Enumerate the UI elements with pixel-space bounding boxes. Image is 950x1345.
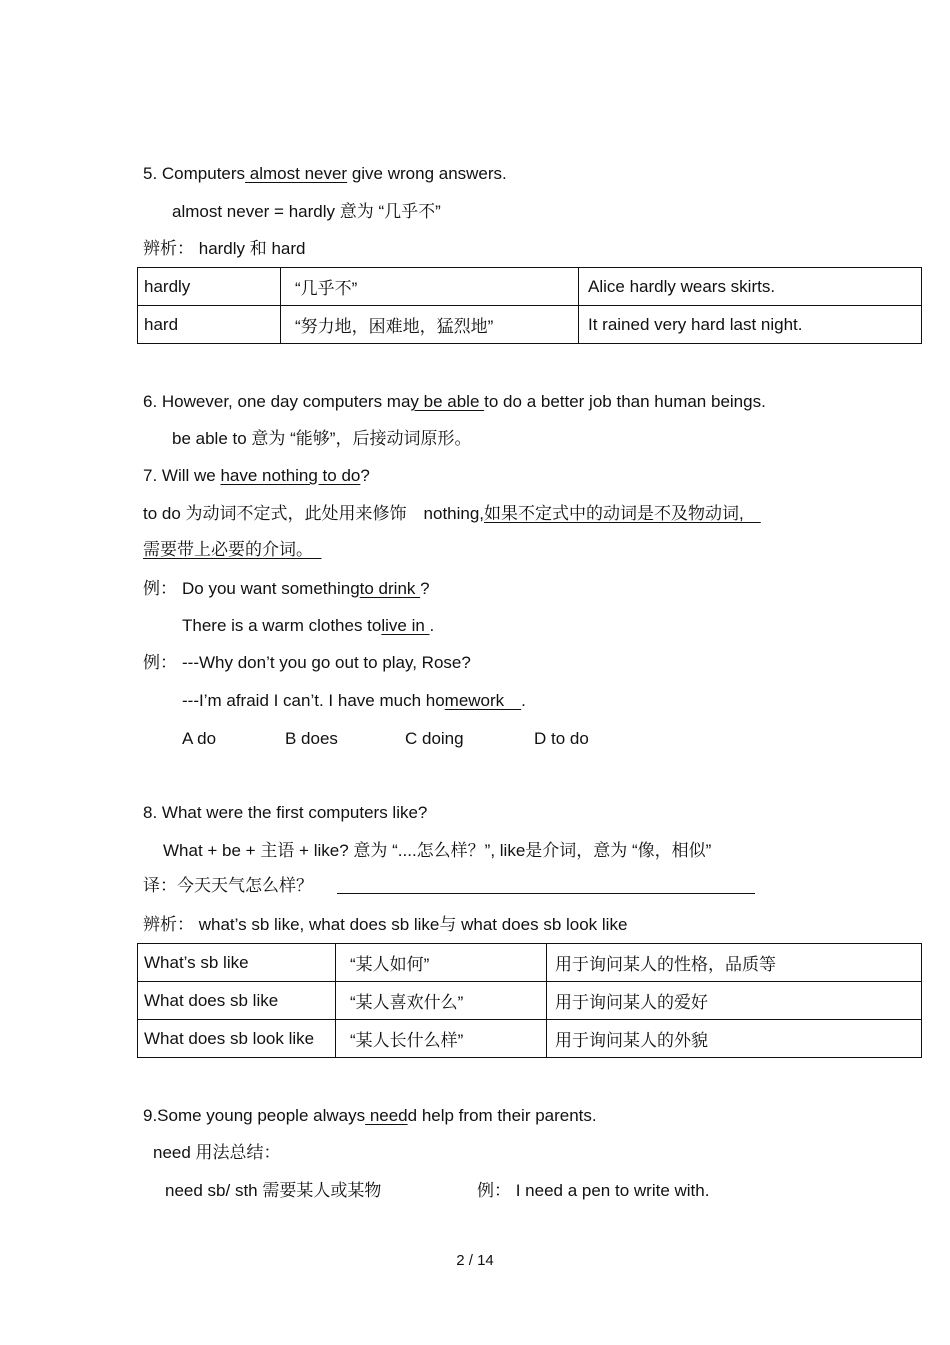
s6-question: 6. However, one day computers may be able to do a better job than human beings.: [143, 392, 766, 411]
table-cell: hard: [138, 306, 281, 344]
s7-choice-c: C doing: [405, 729, 464, 748]
s7-example-2: There is a warm clothes tolive in .: [182, 616, 435, 635]
table-cell: “某人喜欢什么”: [336, 982, 547, 1020]
table-row: [138, 944, 922, 982]
table-cell: 用于询问某人的外貌: [547, 1020, 922, 1058]
table-cell: It rained very hard last night.: [579, 306, 922, 344]
s7-explain-line2: 需要带上必要的介词。: [143, 540, 322, 559]
table-cell: “某人如何”: [336, 944, 547, 982]
s5-compare-table: [137, 267, 922, 344]
s9-usage: need sb/ sth 需要某人或某物: [165, 1181, 382, 1200]
table-row: [138, 1020, 922, 1058]
s8-translate-label: 译：今天天气怎么样？: [143, 876, 313, 895]
page-number: 2 / 14: [456, 1252, 494, 1269]
table-cell: What does sb look like: [138, 1020, 336, 1058]
table-row: [138, 982, 922, 1020]
s8-compare: 辨析： what’s sb like, what does sb like与 what does sb look like: [143, 915, 628, 934]
s9-title: need 用法总结：: [153, 1143, 281, 1162]
s7-explain-line1: to do 为动词不定式，此处用来修饰 nothing,如果不定式中的动词是不及物动词,: [143, 504, 761, 523]
s6-note: be able to 意为 “能够”，后接动词原形。: [172, 429, 472, 448]
s9-example: 例： I need a pen to write with.: [477, 1181, 710, 1200]
s8-note: What + be + 主语 + like? 意为 “....怎么样？”, like是介词，意为 “像，相似”: [163, 841, 712, 860]
s5-note: almost never = hardly 意为 “几乎不”: [172, 202, 441, 221]
s5-question: 5. Computers almost never give wrong answers.: [143, 164, 507, 183]
s9-question: 9.Some young people always needd help from their parents.: [143, 1106, 597, 1125]
table-cell: 用于询问某人的爱好: [547, 982, 922, 1020]
s7-choice-b: B does: [285, 729, 338, 748]
s7-example-label: 例：: [143, 579, 177, 598]
s7-dialog-2: ---I’m afraid I can’t. I have much homework .: [182, 691, 526, 710]
table-cell: Alice hardly wears skirts.: [579, 268, 922, 306]
table-cell: “某人长什么样”: [336, 1020, 547, 1058]
table-cell: “努力地，困难地，猛烈地”: [281, 306, 579, 344]
s7-example-label-2: 例：: [143, 653, 177, 672]
table-row: [138, 306, 922, 344]
s7-dialog-1: ---Why don’t you go out to play, Rose?: [182, 653, 471, 672]
table-cell: 用于询问某人的性格，品质等: [547, 944, 922, 982]
table-cell: What does sb like: [138, 982, 336, 1020]
table-cell: What’s sb like: [138, 944, 336, 982]
s7-question: 7. Will we have nothing to do?: [143, 466, 370, 485]
table-cell: hardly: [138, 268, 281, 306]
s5-compare: 辨析： hardly 和 hard: [143, 239, 306, 258]
s7-example-1: Do you want somethingto drink ?: [182, 579, 430, 598]
s8-answer-blank: [337, 893, 755, 894]
s7-choice-a: A do: [182, 729, 217, 748]
table-cell: “几乎不”: [281, 268, 579, 306]
s8-compare-table: [137, 943, 922, 1058]
table-row: [138, 268, 922, 306]
s8-question: 8. What were the first computers like?: [143, 803, 428, 822]
s7-choice-d: D to do: [534, 729, 589, 748]
